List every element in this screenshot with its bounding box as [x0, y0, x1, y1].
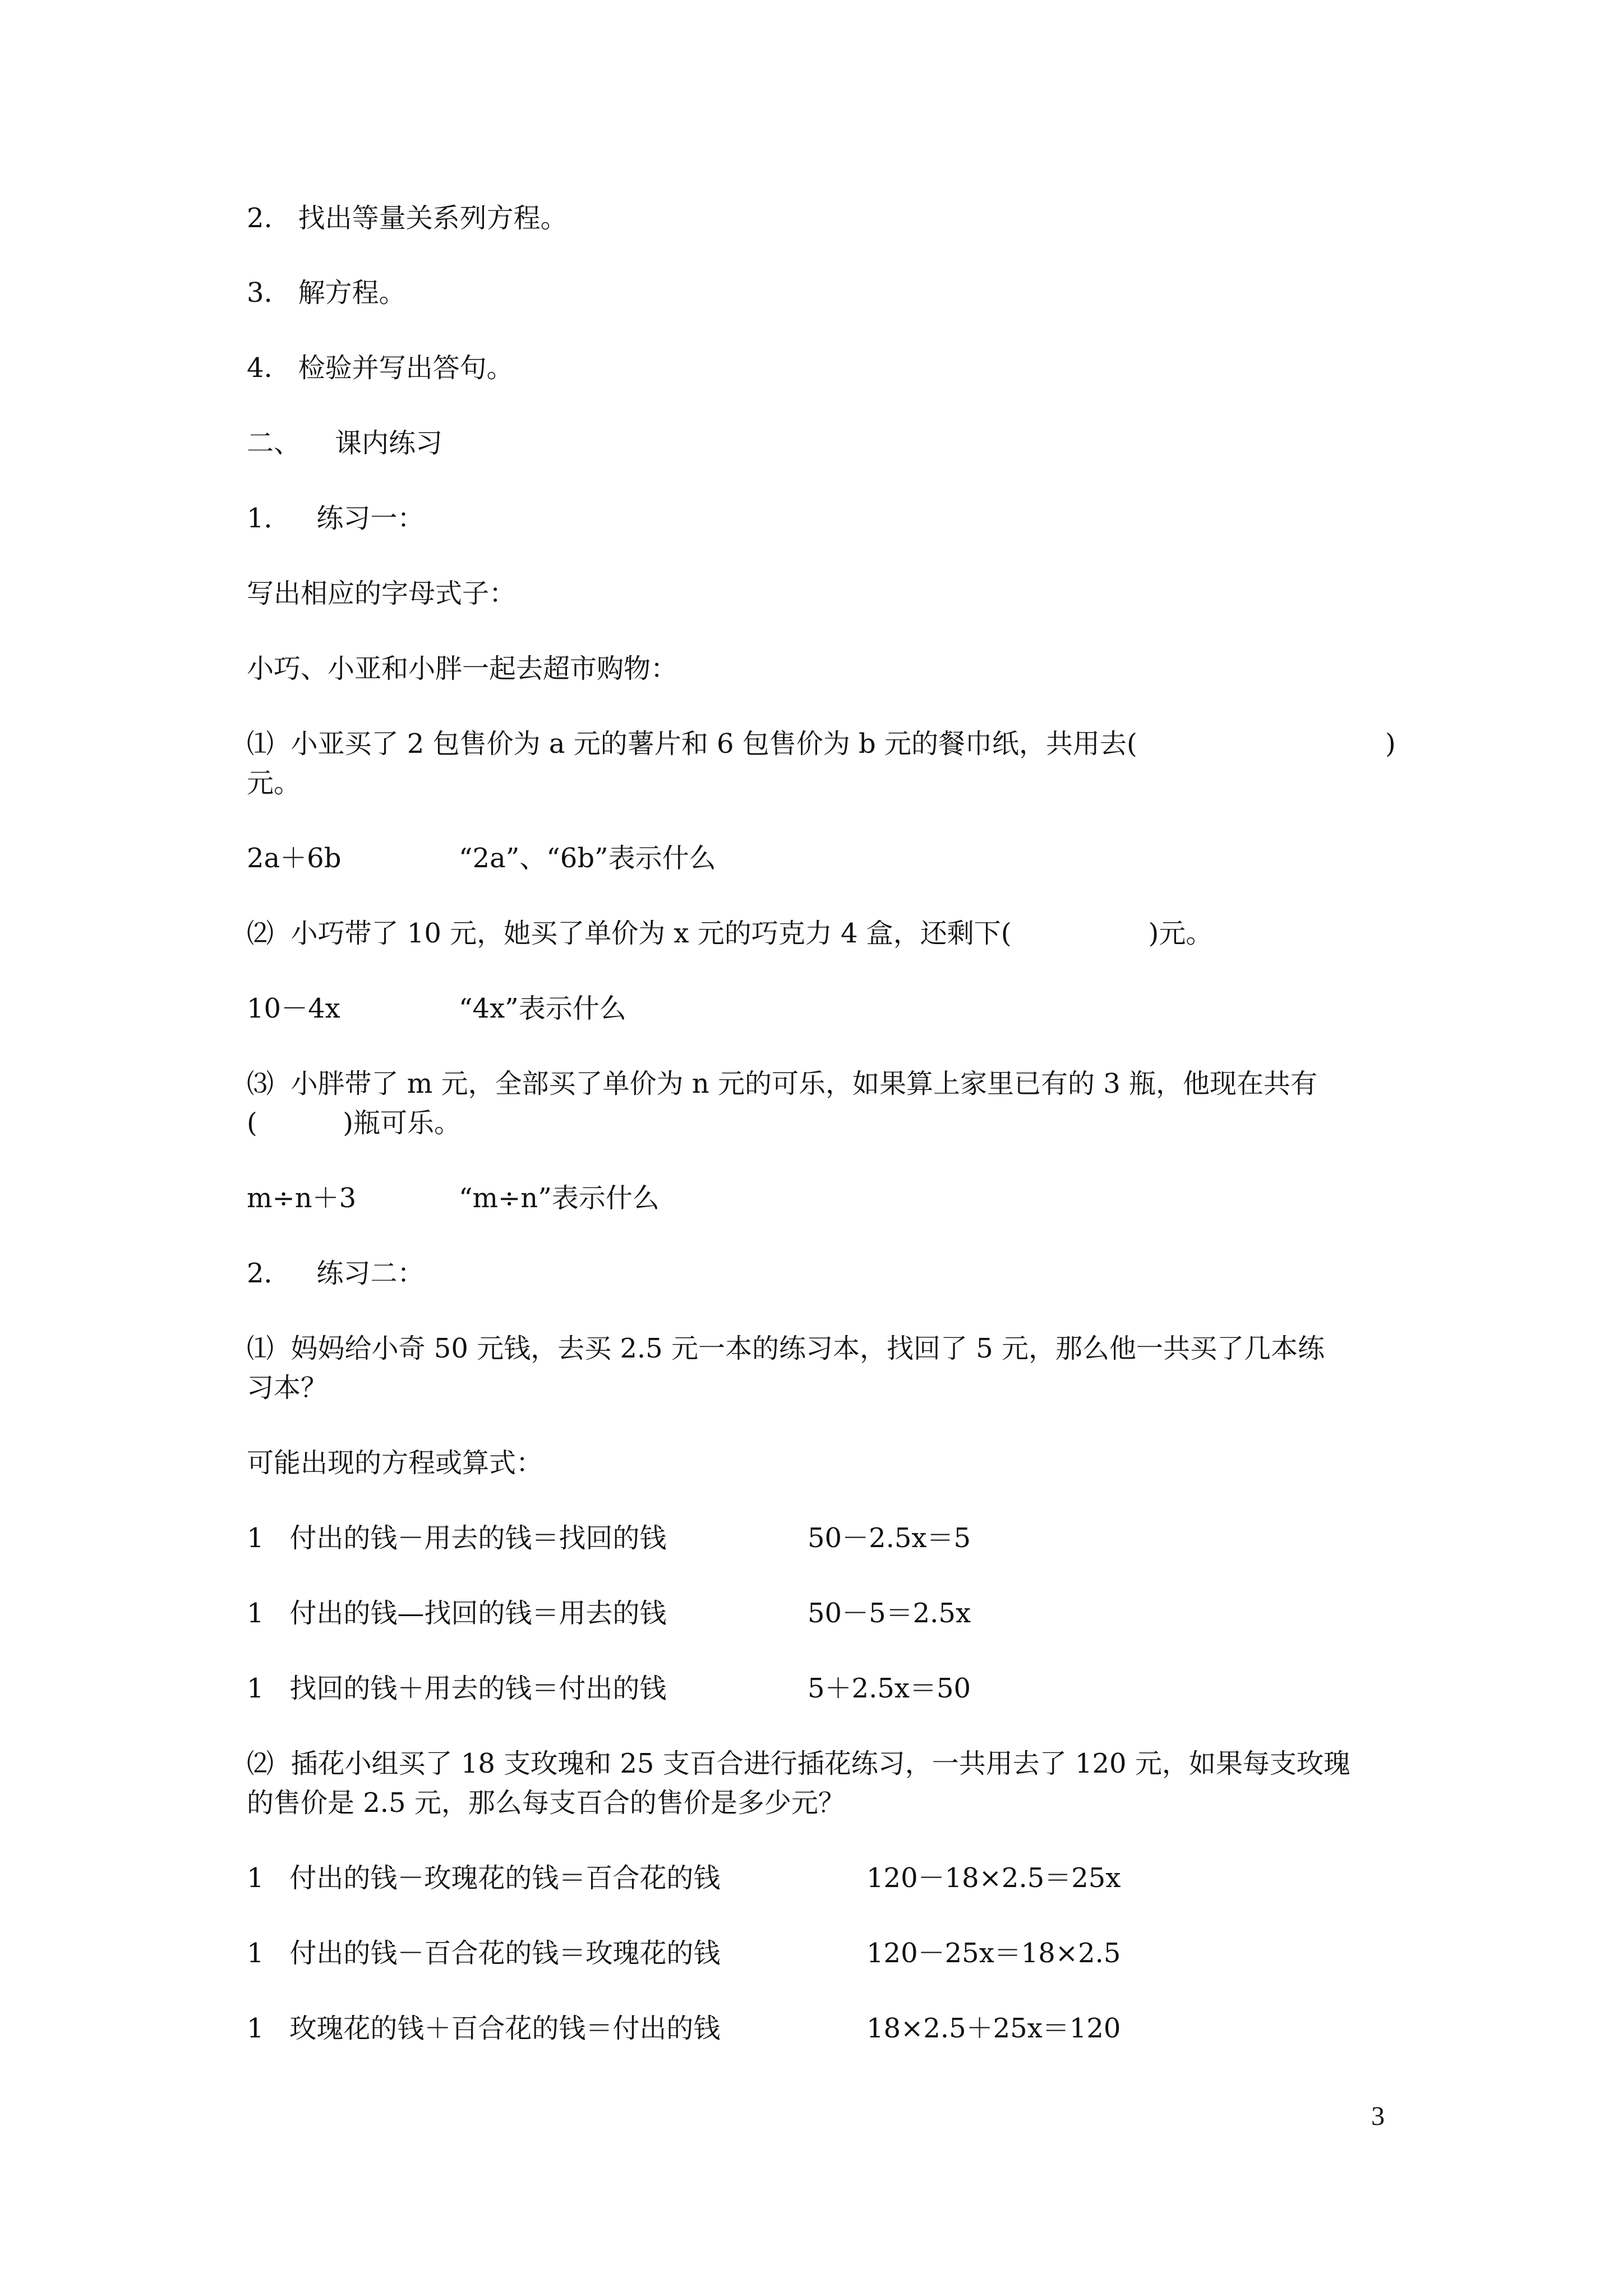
exercise-1-heading: 1． 练习一：: [247, 503, 425, 534]
expression-1-question: “2a”、“6b”表示什么: [459, 843, 716, 874]
question-2-text: ⑵ 小巧带了 10 元，她买了单价为 x 元的巧克力 4 盒，还剩下( )元。: [247, 918, 1213, 949]
equation-3: 5＋2.5x＝50: [808, 1673, 971, 1704]
equation-2: 50－5＝2.5x: [808, 1598, 971, 1629]
expression-3-question: “m÷n”表示什么: [459, 1182, 660, 1214]
exercise-2-question-2-cont: 的售价是 2.5 元，那么每支百合的售价是多少元？: [247, 1787, 845, 1819]
question-3-text-cont: ( )瓶可乐。: [247, 1107, 462, 1139]
equation-4: 120－18×2.5＝25x: [866, 1862, 1121, 1894]
section-heading: 二、 课内练习: [247, 427, 443, 459]
relation-6: 1 玫瑰花的钱＋百合花的钱＝付出的钱: [247, 2013, 721, 2044]
step-4-text: 4. 检验并写出答句。: [247, 352, 514, 384]
equation-1: 50－2.5x＝5: [808, 1522, 971, 1554]
relation-2: 1 付出的钱—找回的钱＝用去的钱: [247, 1598, 667, 1629]
exercise-1-context: 小巧、小亚和小胖一起去超市购物：: [247, 653, 678, 684]
relation-3: 1 找回的钱＋用去的钱＝付出的钱: [247, 1673, 667, 1704]
step-3-text: 3. 解方程。: [247, 277, 406, 309]
expression-2-question: “4x”表示什么: [459, 993, 626, 1024]
exercise-2-heading: 2． 练习二：: [247, 1258, 425, 1289]
expression-2: 10－4x: [247, 993, 340, 1024]
exercise-2-question-1-cont: 习本？: [247, 1372, 328, 1404]
expression-1: 2a＋6b: [247, 843, 342, 874]
question-1-text-cont: 元。: [247, 767, 301, 799]
exercise-1-instruction: 写出相应的字母式子：: [247, 578, 517, 609]
question-1-text: ⑴ 小亚买了 2 包售价为 a 元的薯片和 6 包售价为 b 元的餐巾纸，共用去(: [247, 728, 1137, 760]
exercise-2-question-1: ⑴ 妈妈给小奇 50 元钱，去买 2.5 元一本的练习本，找回了 5 元，那么他一共买了几本练: [247, 1333, 1325, 1364]
relation-5: 1 付出的钱－百合花的钱＝玫瑰花的钱: [247, 1938, 721, 1969]
expression-3: m÷n＋3: [247, 1182, 357, 1214]
relation-1: 1 付出的钱－用去的钱＝找回的钱: [247, 1522, 667, 1554]
page-number: 3: [1371, 2101, 1385, 2131]
exercise-2-question-2: ⑵ 插花小组买了 18 支玫瑰和 25 支百合进行插花练习，一共用去了 120 元，如果每支玫瑰: [247, 1748, 1350, 1779]
step-2-text: 2. 找出等量关系列方程。: [247, 203, 568, 234]
question-3-text: ⑶ 小胖带了 m 元，全部买了单价为 n 元的可乐，如果算上家里已有的 3 瓶，他现在共有: [247, 1068, 1318, 1099]
equation-6: 18×2.5＋25x＝120: [866, 2013, 1121, 2044]
relation-4: 1 付出的钱－玫瑰花的钱＝百合花的钱: [247, 1862, 721, 1894]
question-1-blank-close: ): [1385, 728, 1396, 760]
possible-equations-label: 可能出现的方程或算式：: [247, 1447, 543, 1479]
equation-5: 120－25x＝18×2.5: [866, 1938, 1121, 1969]
